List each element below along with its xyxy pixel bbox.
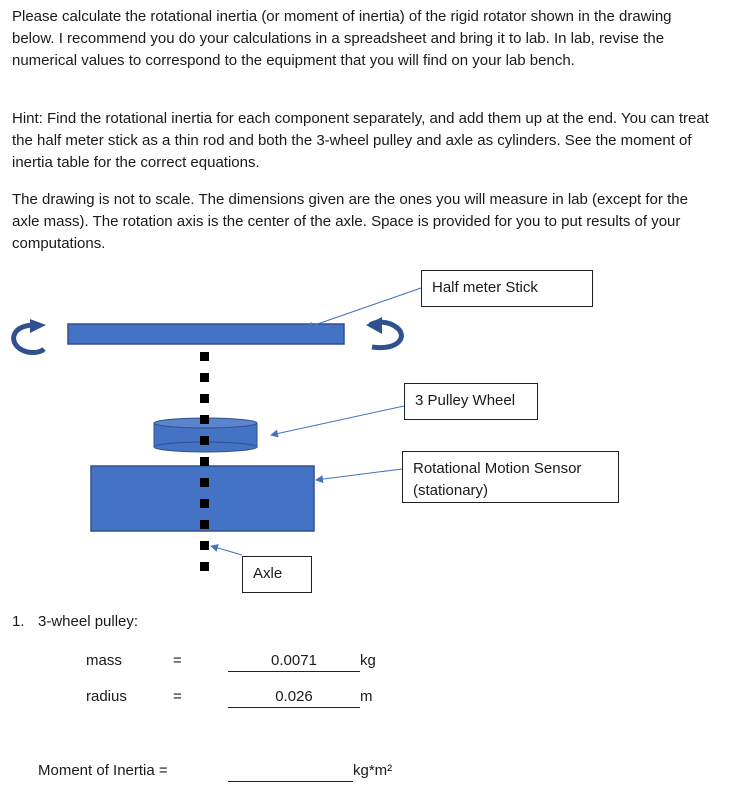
- moment-of-inertia-unit: kg*m²: [353, 762, 393, 779]
- rotation-arrow-left-icon: [14, 319, 46, 353]
- mass-unit: kg: [360, 652, 376, 669]
- half-meter-stick-label: Half meter Stick: [421, 270, 593, 307]
- scale-note-paragraph: The drawing is not to scale. The dimensions given are the ones you will measure in lab (except for the axle mass). The rotation axis is the center of the axle. Space is provided for you to put results of your computations.: [12, 191, 688, 252]
- leader-half-meter-stick: [306, 288, 421, 328]
- radius-label: radius: [86, 688, 127, 705]
- sensor-label: Rotational Motion Sensor (stationary): [402, 451, 619, 503]
- axle-label: Axle: [242, 556, 312, 593]
- leader-axle: [211, 546, 242, 555]
- pulley-wheel-label: 3 Pulley Wheel: [404, 383, 538, 420]
- section-title: 3-wheel pulley:: [38, 613, 139, 630]
- radius-value-field[interactable]: 0.026: [228, 687, 360, 708]
- section-number: 1.: [12, 613, 25, 630]
- rigid-rotator-diagram: [0, 255, 734, 585]
- rotation-arrow-right-icon: [366, 317, 401, 348]
- instructions-paragraph: Please calculate the rotational inertia (or moment of inertia) of the rigid rotator shown in the drawing below. I recommend you do your calculations in a spreadsheet and bring it to lab. In lab, revise the numerical values to correspond to the equipment that you will find on your lab bench.: [12, 8, 672, 69]
- radius-equals: =: [173, 688, 182, 705]
- moment-of-inertia-field[interactable]: [228, 761, 353, 782]
- hint-paragraph: Hint: Find the rotational inertia for each component separately, and add them up at the end. You can treat the half meter stick as a thin rod and both the 3-wheel pulley and axle as cylinders. See the moment of inertia table for the correct equations.: [12, 110, 709, 171]
- moment-of-inertia-label: Moment of Inertia =: [38, 762, 168, 779]
- axle: [200, 352, 209, 571]
- mass-equals: =: [173, 652, 182, 669]
- mass-value-field[interactable]: 0.0071: [228, 651, 360, 672]
- radius-unit: m: [360, 688, 373, 705]
- mass-label: mass: [86, 652, 122, 669]
- leader-pulley-wheel: [271, 406, 404, 435]
- half-meter-stick: [68, 324, 344, 344]
- leader-sensor: [316, 469, 402, 480]
